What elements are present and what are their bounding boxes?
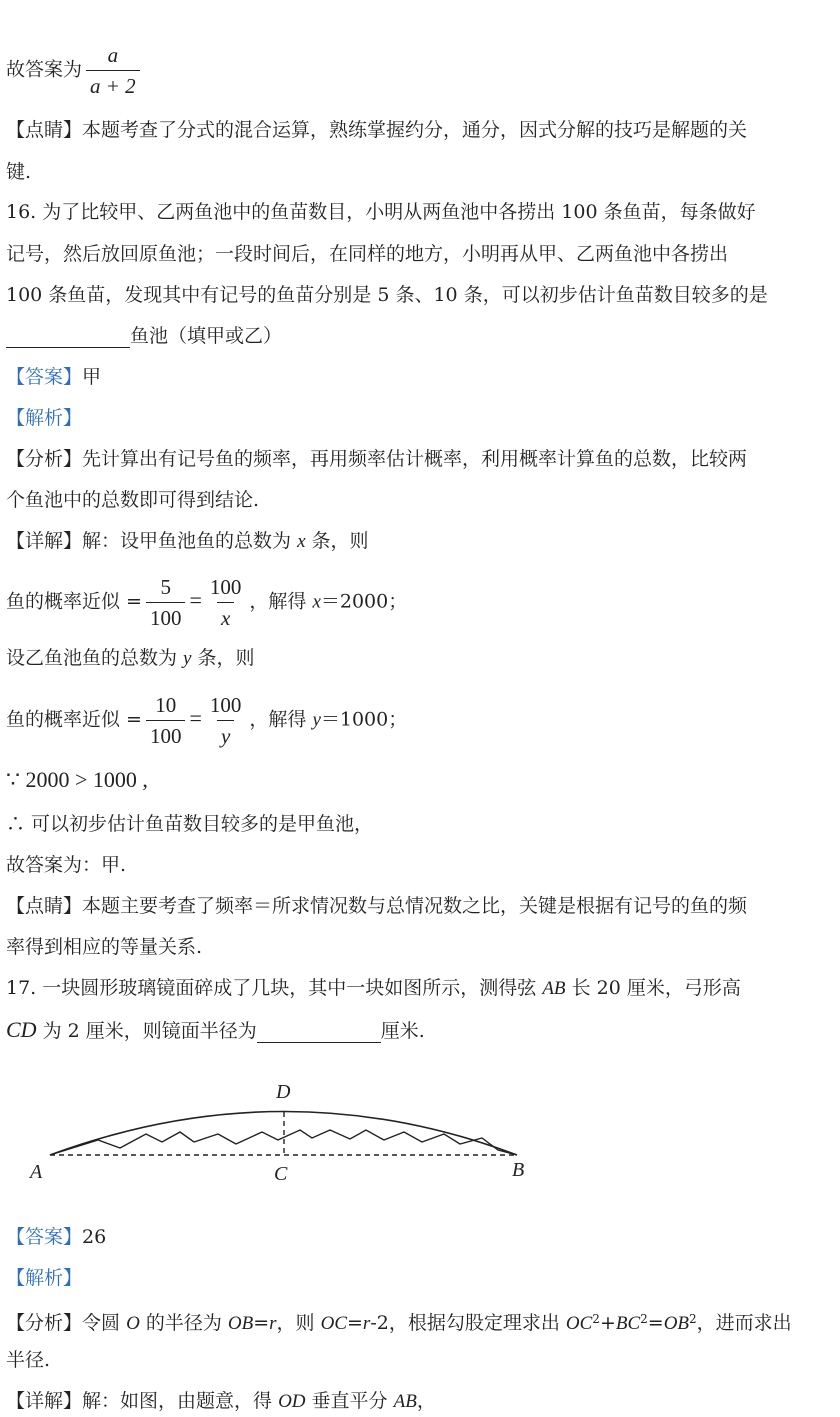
q16-equation1: 鱼的概率近似 = $\frac{5}{100}$ = $\frac{100}{x}$ ，解得 x＝2000； [6,572,407,633]
q16-line4: 鱼池（填甲或乙） [6,324,282,348]
q16-analysis-tag: 【解析】 [6,407,83,429]
answer-line-15: 故答案为 $\frac{a}{a + 2}$ [6,40,144,101]
q16-dianjing-line2: 率得到相应的等量关系. [6,936,203,958]
q16-line3: 100 条鱼苗，发现其中有记号的鱼苗分别是 5 条、10 条，可以初步估计鱼苗数目较多的是 [6,284,768,306]
q17-xiangjie-line1: 【详解】解：如图，由题意，得 OD 垂直平分 AB， [6,1390,436,1412]
q16-xiangjie-line1: 【详解】解：设甲鱼池鱼的总数为 x 条，则 [6,530,369,552]
q16-fenxi-line1: 【分析】先计算出有记号鱼的频率，再用频率估计概率，利用概率计算鱼的总数，比较两 [6,448,748,470]
answer-blank[interactable] [6,327,130,348]
q16-fenxi-line2: 个鱼池中的总数即可得到结论. [6,489,260,511]
dianjing-15-line2: 键. [6,161,32,183]
q16-dianjing-line1: 【点睛】本题主要考查了频率＝所求情况数与总情况数之比，关键是根据有记号的鱼的频 [6,895,748,917]
q16-because: ∵ 2000 > 1000 , [6,767,148,792]
label-C: C [274,1163,288,1185]
fraction: $\frac{10}{100}$ [146,690,186,751]
q16-answer: 【答案】甲 [6,366,102,388]
fraction: $\frac{a}{a + 2}$ [86,40,140,101]
fraction: $\frac{5}{100}$ [146,572,186,633]
q17-line1: 17. 一块圆形玻璃镜面碎成了几块，其中一块如图所示，测得弦 AB 长 20 厘米，弓形高 [6,977,741,999]
fraction: $\frac{100}{y}$ [206,690,246,751]
q16-line2: 记号，然后放回原鱼池；一段时间后，在同样的地方，小明再从甲、乙两鱼池中各捞出 [6,243,729,265]
label-B: B [512,1159,525,1181]
q17-fenxi-line2: 半径. [6,1349,51,1371]
dianjing-15-line1: 【点睛】本题考查了分式的混合运算，熟练掌握约分，通分，因式分解的技巧是解题的关 [6,119,748,141]
q17-fenxi-line1: 【分析】令圆 O 的半径为 OB=r，则 OC=r-2，根据勾股定理求出 $OC^2+BC^2=OB^2$，进而求出 [6,1312,792,1334]
answer-blank[interactable] [257,1022,381,1043]
q16-equation2: 鱼的概率近似 = $\frac{10}{100}$ = $\frac{100}{y}$ ，解得 y＝1000； [6,690,407,751]
label-D: D [276,1081,291,1103]
q17-line2: CD 为 2 厘米，则镜面半径为 厘米. [6,1017,425,1042]
q17-answer: 【答案】26 [6,1226,107,1248]
q16-xiangjie-line2: 设乙鱼池鱼的总数为 y 条，则 [6,647,255,669]
label-A: A [30,1161,43,1183]
broken-mirror-figure [20,1072,540,1192]
fraction: $\frac{100}{x}$ [206,572,246,633]
q16-line1: 16. 为了比较甲、乙两鱼池中的鱼苗数目，小明从两鱼池中各捞出 100 条鱼苗，每条做好 [6,201,756,223]
q16-therefore: ∴ 可以初步估计鱼苗数目较多的是甲鱼池， [6,813,374,835]
q16-final: 故答案为：甲. [6,854,127,876]
q17-analysis-tag: 【解析】 [6,1267,83,1289]
